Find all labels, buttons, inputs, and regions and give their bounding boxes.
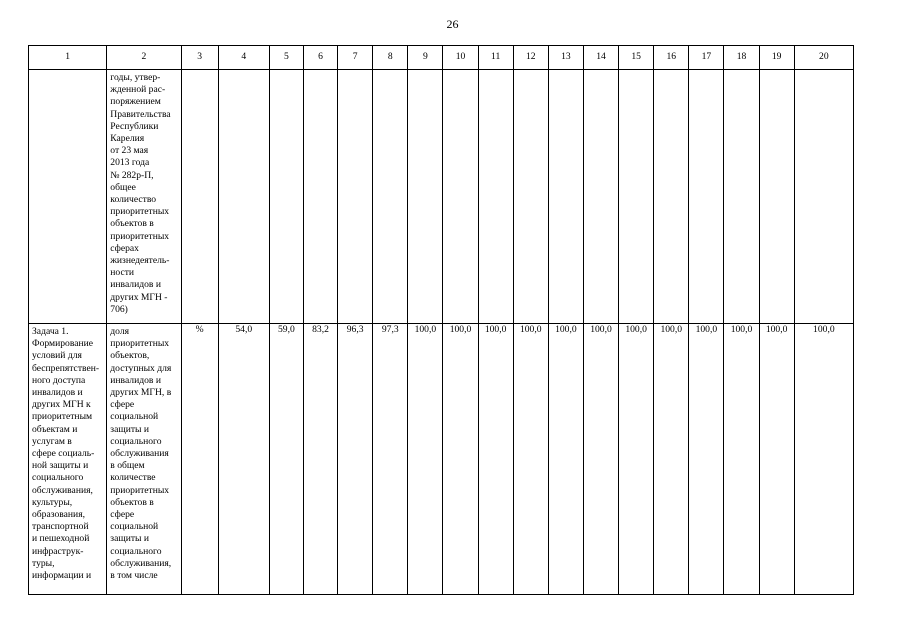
table-cell (654, 70, 689, 324)
table-cell (218, 70, 269, 324)
table-cell (29, 324, 107, 595)
unit-cell: % (181, 324, 218, 595)
value-cell: 100,0 (689, 324, 724, 595)
column-number-header: 20 (794, 46, 853, 70)
column-number-header: 19 (759, 46, 794, 70)
value-cell: 100,0 (408, 324, 443, 595)
column-number-header: 9 (408, 46, 443, 70)
table-cell (107, 324, 181, 595)
column-number-header: 18 (724, 46, 759, 70)
table-cell (478, 70, 513, 324)
table-row (29, 324, 854, 595)
value-cell: 96,3 (338, 324, 373, 595)
value-cell: 100,0 (443, 324, 478, 595)
table-cell (583, 70, 618, 324)
column-number-header: 8 (373, 46, 408, 70)
task-description: Задача 1. Формирование условий для беспрепятствен- ного доступа инвалидов и других МГН к приоритетным объектам и услугам в сфере социаль- ной защиты и социального обслуживания, культуры, образования, транспортной и пешеходной инфраструк- туры, информации и (32, 326, 100, 582)
indicator-description-continued: годы, утвер- жденной рас- поряжением Правительства Республики Карелия от 23 мая 2013 года № 282р-П, общее количество приоритетных объектов в приоритетных сферах жизнедеятель- ности инвалидов и других МГН - 706) (110, 72, 171, 315)
value-cell: 100,0 (583, 324, 618, 595)
column-number-header: 15 (619, 46, 654, 70)
value-cell: 100,0 (654, 324, 689, 595)
column-number-header: 2 (107, 46, 181, 70)
value-cell: 97,3 (373, 324, 408, 595)
value-cell: 59,0 (269, 324, 303, 595)
column-number-header: 14 (583, 46, 618, 70)
table-cell (181, 70, 218, 324)
table-cell (408, 70, 443, 324)
table-cell (29, 70, 107, 324)
column-number-row (29, 46, 854, 70)
value-cell: 100,0 (548, 324, 583, 595)
value-cell: 100,0 (724, 324, 759, 595)
value-cell: 100,0 (478, 324, 513, 595)
page-number: 26 (446, 17, 459, 31)
column-number-header: 12 (513, 46, 548, 70)
column-number-header: 1 (29, 46, 107, 70)
value-cell: 83,2 (303, 324, 337, 595)
column-number-header: 16 (654, 46, 689, 70)
value-cell: 100,0 (759, 324, 794, 595)
column-number-header: 17 (689, 46, 724, 70)
table-cell (443, 70, 478, 324)
table-cell (338, 70, 373, 324)
column-number-header: 3 (181, 46, 218, 70)
data-table (28, 45, 854, 595)
table-cell (373, 70, 408, 324)
table-cell (689, 70, 724, 324)
column-number-header: 11 (478, 46, 513, 70)
value-cell: 100,0 (794, 324, 853, 595)
value-cell: 100,0 (513, 324, 548, 595)
table-cell (303, 70, 337, 324)
column-number-header: 7 (338, 46, 373, 70)
indicator-description: доля приоритетных объектов, доступных для инвалидов и других МГН, в сфере социальной защиты и социального обслуживания в общем количестве приоритетных объектов в сфере социальной защиты и социального обслуживания, в том числе (110, 326, 172, 582)
column-number-header: 10 (443, 46, 478, 70)
value-cell: 100,0 (619, 324, 654, 595)
table-cell (794, 70, 853, 324)
table-cell (548, 70, 583, 324)
column-number-header: 4 (218, 46, 269, 70)
column-number-header: 5 (269, 46, 303, 70)
column-number-header: 13 (548, 46, 583, 70)
table-cell (619, 70, 654, 324)
table-cell (724, 70, 759, 324)
table-cell (513, 70, 548, 324)
table-row (29, 70, 854, 324)
table-cell (269, 70, 303, 324)
table-cell (759, 70, 794, 324)
table-cell (107, 70, 181, 324)
column-number-header: 6 (303, 46, 337, 70)
value-cell: 54,0 (218, 324, 269, 595)
